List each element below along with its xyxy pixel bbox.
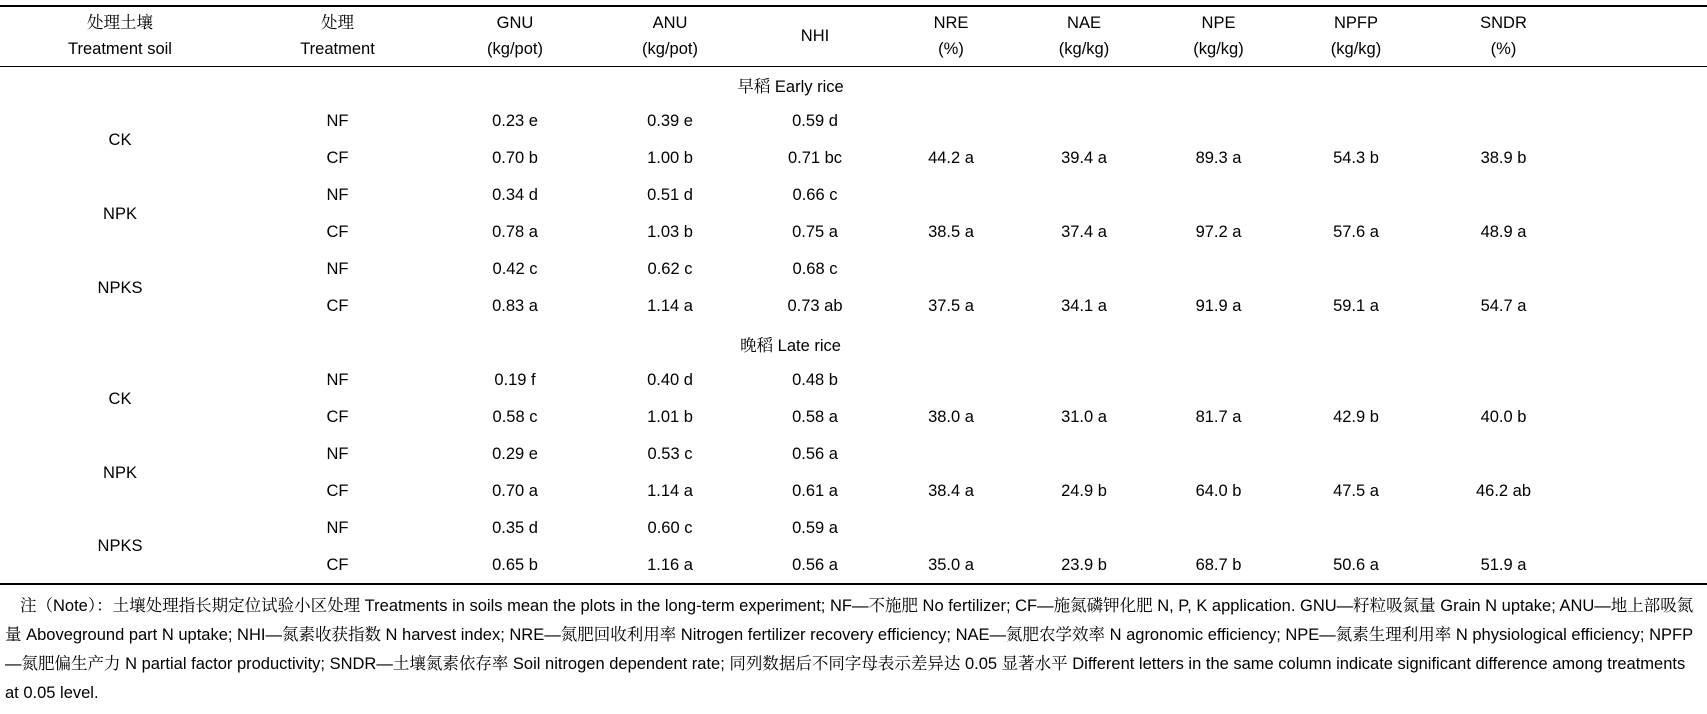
table-row	[0, 177, 1707, 214]
value-cell-gnu: 0.70 a	[492, 482, 538, 500]
header-nhi: NHI	[745, 6, 885, 66]
value-cell-sndr	[1426, 177, 1581, 214]
value-cell-anu: 0.51 d	[647, 186, 693, 204]
value-cell-nhi: 0.48 b	[792, 371, 838, 389]
table-row	[0, 251, 1707, 288]
value-cell-nhi: 0.66 c	[792, 186, 838, 204]
value-cell-npe	[1151, 177, 1286, 214]
treatment-cell: CF	[326, 297, 349, 315]
value-cell-nhi: 0.59 a	[792, 519, 838, 537]
value-cell-nhi: 0.58 a	[792, 408, 838, 426]
value-cell-nre	[885, 510, 1017, 547]
value-cell-gnu: 0.70 b	[492, 149, 538, 167]
header-spacer	[1581, 6, 1707, 66]
value-cell-sndr: 46.2 ab	[1475, 482, 1532, 500]
header-nre: NRE (%)	[885, 6, 1017, 66]
value-cell-nre: 37.5 a	[928, 297, 974, 315]
value-cell-nre: 38.0 a	[928, 408, 974, 426]
table-row	[0, 399, 1707, 436]
soil-cell-npks: NPKS	[97, 537, 143, 555]
spacer-cell	[1581, 325, 1707, 362]
spacer-cell	[1581, 510, 1707, 547]
table-row	[0, 473, 1707, 510]
value-cell-sndr: 40.0 b	[1480, 408, 1527, 426]
table-row	[0, 362, 1707, 399]
value-cell-nhi: 0.59 d	[792, 112, 838, 130]
header-row	[0, 6, 1707, 66]
value-cell-gnu: 0.65 b	[492, 555, 538, 574]
value-cell-nre: 38.4 a	[928, 482, 974, 500]
value-cell-anu: 0.62 c	[647, 260, 693, 278]
value-cell-nhi: 0.75 a	[792, 223, 838, 241]
value-cell-npfp	[1286, 436, 1426, 473]
spacer-cell	[1581, 251, 1707, 288]
value-cell-gnu: 0.34 d	[492, 186, 538, 204]
value-cell-anu: 0.40 d	[647, 371, 693, 389]
value-cell-anu: 1.14 a	[647, 482, 693, 500]
header-treatment-soil: 处理土壤 Treatment soil	[0, 6, 240, 66]
soil-cell-npk: NPK	[103, 463, 137, 482]
value-cell-npe	[1151, 510, 1286, 547]
value-cell-gnu: 0.23 e	[492, 112, 538, 130]
soil-cell-npks: NPKS	[97, 278, 143, 297]
value-cell-npfp	[1286, 251, 1426, 288]
value-cell-npe: 89.3 a	[1195, 149, 1242, 167]
header-nae: NAE (kg/kg)	[1017, 6, 1151, 66]
spacer-cell	[1581, 547, 1707, 584]
table-body	[0, 66, 1707, 584]
value-cell-nae: 37.4 a	[1061, 223, 1107, 241]
spacer-cell	[1581, 214, 1707, 251]
value-cell-nae	[1017, 436, 1151, 473]
value-cell-npfp: 47.5 a	[1333, 482, 1379, 500]
treatment-cell: NF	[326, 260, 349, 278]
value-cell-npe: 68.7 b	[1195, 555, 1242, 574]
spacer-cell	[1581, 140, 1707, 177]
value-cell-nre	[885, 362, 1017, 399]
treatment-cell: NF	[326, 445, 349, 463]
spacer-cell	[1581, 473, 1707, 510]
header-gnu: GNU (kg/pot)	[435, 6, 595, 66]
results-table	[0, 5, 1707, 585]
value-cell-nae: 23.9 b	[1061, 555, 1107, 574]
value-cell-npfp	[1286, 510, 1426, 547]
spacer-cell	[1581, 362, 1707, 399]
value-cell-gnu: 0.78 a	[492, 223, 538, 241]
value-cell-npfp: 59.1 a	[1333, 297, 1379, 315]
spacer-cell	[1581, 103, 1707, 140]
value-cell-sndr	[1426, 251, 1581, 288]
value-cell-nae	[1017, 510, 1151, 547]
value-cell-anu: 0.60 c	[647, 519, 693, 537]
treatment-cell: CF	[326, 408, 349, 426]
value-cell-gnu: 0.83 a	[492, 297, 538, 315]
value-cell-npe	[1151, 103, 1286, 140]
value-cell-npfp: 54.3 b	[1333, 149, 1379, 167]
section-row	[0, 325, 1707, 362]
value-cell-nhi: 0.68 c	[792, 260, 838, 278]
value-cell-sndr	[1426, 436, 1581, 473]
value-cell-npe: 97.2 a	[1195, 223, 1242, 241]
treatment-cell: NF	[326, 519, 349, 537]
treatment-cell: NF	[326, 112, 349, 130]
value-cell-nae	[1017, 103, 1151, 140]
header-npe: NPE (kg/kg)	[1151, 6, 1286, 66]
value-cell-npfp	[1286, 103, 1426, 140]
value-cell-nre	[885, 436, 1017, 473]
table-note: 注（Note）：土壤处理指长期定位试验小区处理 Treatments in soils mean the plots in the long-term experiment; NF—不施肥 No fertilizer; CF—施氮磷钾化肥 N, P, K application. GNU—籽粒吸氮量 Grain N uptake; ANU—地上部吸氮量 Aboveground part N uptake; NHI—氮素收获指数 N harvest index; NRE—氮肥回收利用率 Nitrogen fertilizer recovery efficiency; NAE—氮肥农学效率 N agronomic efficiency; NPE—氮素生理利用率 N physiological efficiency; NPFP—氮肥偏生产力 N partial factor productivity; SNDR—土壤氮素依存率 Soil nitrogen dependent rate; 同列数据后不同字母表示差异达 0.05 显著水平 Different letters in the same column indicate significant difference among treatments at 0.05 level.	[5, 597, 1694, 702]
table-row	[0, 140, 1707, 177]
value-cell-npe: 64.0 b	[1195, 482, 1242, 500]
value-cell-sndr: 51.9 a	[1480, 555, 1527, 574]
spacer-cell	[1581, 177, 1707, 214]
value-cell-gnu: 0.42 c	[492, 260, 538, 278]
value-cell-anu: 1.03 b	[647, 223, 693, 241]
value-cell-nre	[885, 251, 1017, 288]
value-cell-npfp	[1286, 177, 1426, 214]
spacer-cell	[1581, 399, 1707, 436]
value-cell-nhi: 0.61 a	[792, 482, 838, 500]
value-cell-nre	[885, 177, 1017, 214]
treatment-cell: NF	[326, 371, 349, 389]
table-row	[0, 214, 1707, 251]
value-cell-sndr	[1426, 510, 1581, 547]
value-cell-npe	[1151, 436, 1286, 473]
header-treatment: 处理 Treatment	[240, 6, 435, 66]
value-cell-nre: 35.0 a	[928, 555, 974, 574]
value-cell-npe	[1151, 251, 1286, 288]
value-cell-nhi: 0.71 bc	[787, 149, 843, 167]
value-cell-anu: 1.14 a	[647, 297, 693, 315]
value-cell-sndr: 48.9 a	[1480, 223, 1527, 241]
value-cell-nae: 39.4 a	[1061, 149, 1107, 167]
treatment-cell: CF	[326, 555, 349, 574]
value-cell-sndr	[1426, 103, 1581, 140]
value-cell-nae: 34.1 a	[1061, 297, 1107, 315]
spacer-cell	[1581, 66, 1707, 103]
treatment-cell: CF	[326, 482, 349, 500]
value-cell-nae: 31.0 a	[1061, 408, 1107, 426]
value-cell-npfp: 57.6 a	[1333, 223, 1379, 241]
value-cell-npfp: 42.9 b	[1333, 408, 1379, 426]
soil-cell-ck: CK	[108, 389, 132, 408]
value-cell-npe: 91.9 a	[1195, 297, 1242, 315]
value-cell-nae	[1017, 362, 1151, 399]
table-header	[0, 6, 1707, 66]
table-row	[0, 288, 1707, 325]
value-cell-nre	[885, 103, 1017, 140]
header-npfp: NPFP (kg/kg)	[1286, 6, 1426, 66]
value-cell-gnu: 0.35 d	[492, 519, 538, 537]
value-cell-anu: 1.16 a	[647, 555, 693, 574]
header-sndr: SNDR (%)	[1426, 6, 1581, 66]
value-cell-nre: 38.5 a	[928, 223, 974, 241]
header-anu: ANU (kg/pot)	[595, 6, 745, 66]
value-cell-nae: 24.9 b	[1061, 482, 1107, 500]
section-row	[0, 66, 1707, 103]
value-cell-anu: 1.01 b	[647, 408, 693, 426]
value-cell-sndr: 54.7 a	[1480, 297, 1527, 315]
table-row	[0, 547, 1707, 584]
value-cell-npfp: 50.6 a	[1333, 555, 1379, 574]
value-cell-anu: 0.39 e	[647, 112, 693, 130]
value-cell-gnu: 0.29 e	[492, 445, 538, 463]
spacer-cell	[1581, 436, 1707, 473]
section-title-late-rice: 晚稻 Late rice	[740, 336, 841, 355]
value-cell-nre: 44.2 a	[928, 149, 974, 167]
value-cell-sndr	[1426, 362, 1581, 399]
value-cell-gnu: 0.19 f	[494, 371, 536, 389]
table-row	[0, 103, 1707, 140]
spacer-cell	[1581, 288, 1707, 325]
table-row	[0, 510, 1707, 547]
value-cell-sndr: 38.9 b	[1480, 149, 1527, 167]
soil-cell-ck: CK	[108, 130, 132, 149]
value-cell-nae	[1017, 177, 1151, 214]
value-cell-npe	[1151, 362, 1286, 399]
table-row	[0, 436, 1707, 473]
value-cell-anu: 0.53 c	[647, 445, 693, 463]
value-cell-npfp	[1286, 362, 1426, 399]
value-cell-nhi: 0.56 a	[792, 555, 838, 574]
value-cell-nhi: 0.73 ab	[787, 297, 843, 315]
value-cell-anu: 1.00 b	[647, 149, 693, 167]
value-cell-gnu: 0.58 c	[492, 408, 538, 426]
value-cell-npe: 81.7 a	[1195, 408, 1242, 426]
treatment-cell: NF	[326, 186, 349, 204]
treatment-cell: CF	[326, 149, 349, 167]
section-title-early-rice: 早稻 Early rice	[737, 77, 844, 96]
soil-cell-npk: NPK	[103, 204, 137, 223]
treatment-cell: CF	[326, 223, 349, 241]
value-cell-nae	[1017, 251, 1151, 288]
value-cell-nhi: 0.56 a	[792, 445, 838, 463]
